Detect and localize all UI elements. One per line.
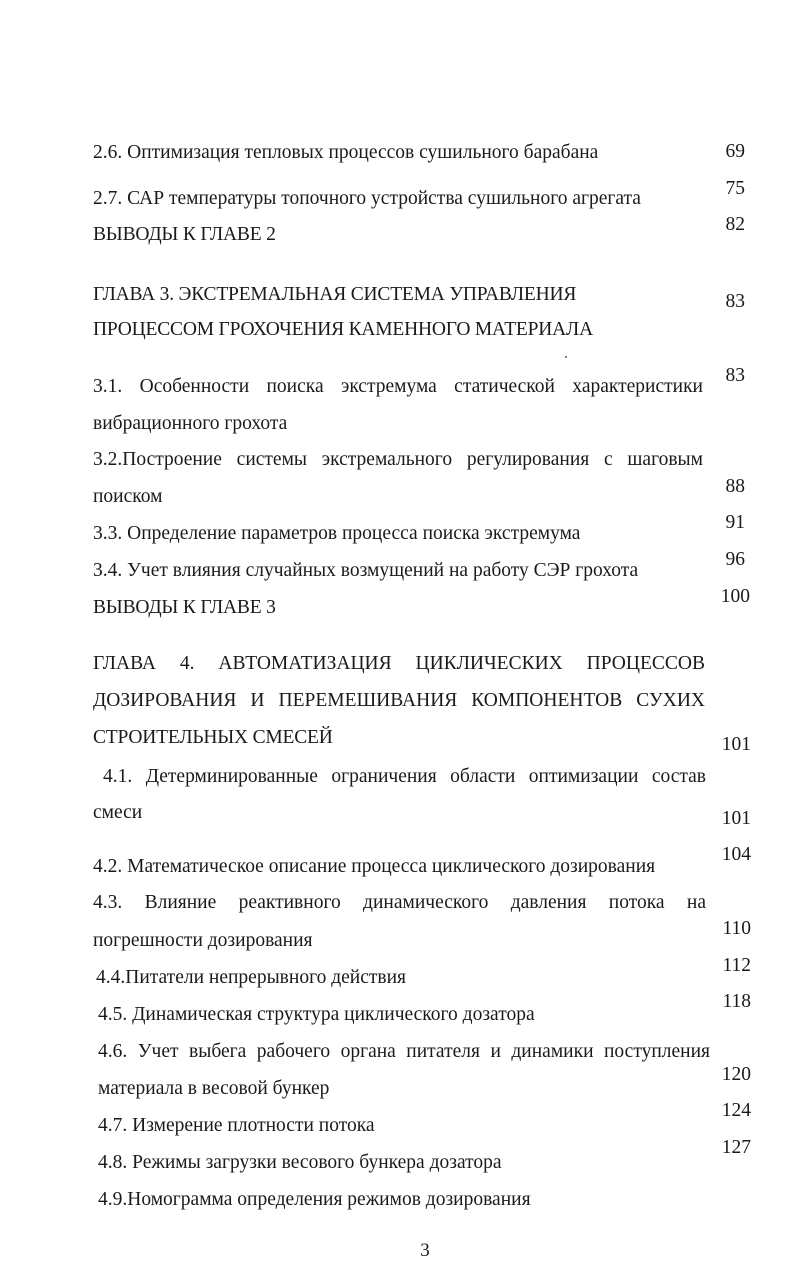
toc-entry-3-4-title: 3.4. Учет влияния случайных возмущений на работу СЭР грохота (93, 560, 639, 581)
toc-conclusions-ch2-title: ВЫВОДЫ К ГЛАВЕ 2 (93, 224, 276, 245)
toc-entry-3-3-page: 91 (725, 512, 745, 533)
toc-conclusions-ch3-page: 100 (720, 586, 750, 607)
toc-chapter-3-line2: ПРОЦЕССОМ ГРОХОЧЕНИЯ КАМЕННОГО МАТЕРИАЛА (93, 319, 593, 340)
toc-entry-4-1-line2: смеси (93, 802, 143, 823)
toc-entry-4-3-line2: погрешности дозирования (93, 930, 313, 951)
toc-entry-3-1-page: 83 (725, 365, 745, 386)
toc-entry-3-2-line2: поиском (93, 486, 163, 507)
toc-entry-4-2-title: 4.2. Математическое описание процесса циклического дозирования (93, 856, 656, 877)
toc-entry-3-1-line1: 3.1. Особенности поиска экстремума статической характеристики (93, 376, 703, 397)
toc-conclusions-ch2-page: 82 (725, 214, 745, 235)
toc-entry-4-8-title: 4.8. Режимы загрузки весового бункера дозатора (98, 1152, 502, 1173)
toc-entry-4-4-page: 112 (722, 955, 751, 976)
toc-entry-4-1-line1: 4.1. Детерминированные ограничения области оптимизации состав (103, 766, 706, 787)
toc-entry-4-2-page: 104 (721, 844, 751, 865)
toc-entry-2-7-page: 75 (725, 178, 745, 199)
toc-chapter-4-line3: СТРОИТЕЛЬНЫХ СМЕСЕЙ (93, 727, 333, 748)
toc-entry-4-9-title: 4.9.Номограмма определения режимов дозирования (98, 1189, 531, 1210)
toc-entry-4-6-page: 120 (721, 1064, 751, 1085)
toc-entry-2-7-title: 2.7. САР температуры топочного устройства сушильного агрегата (93, 188, 641, 209)
toc-entry-3-3-title: 3.3. Определение параметров процесса поиска экстремума (93, 523, 581, 544)
toc-chapter-4-page: 101 (721, 734, 751, 755)
toc-entry-4-6-line2: материала в весовой бункер (98, 1078, 330, 1099)
toc-chapter-3-page: 83 (725, 291, 745, 312)
toc-entry-4-8-page: 127 (721, 1137, 751, 1158)
toc-entry-4-5-page: 118 (722, 991, 751, 1012)
toc-entry-4-5-title: 4.5. Динамическая структура циклического дозатора (98, 1004, 535, 1025)
toc-conclusions-ch3-title: ВЫВОДЫ К ГЛАВЕ 3 (93, 597, 276, 618)
toc-chapter-4-line2: ДОЗИРОВАНИЯ И ПЕРЕМЕШИВАНИЯ КОМПОНЕНТОВ СУХИХ (93, 690, 705, 711)
toc-entry-3-1-line2: вибрационного грохота (93, 413, 288, 434)
toc-entry-2-6-page: 69 (725, 141, 745, 162)
toc-entry-3-2-page: 88 (725, 476, 745, 497)
speck (565, 356, 567, 358)
toc-chapter-4-line1: ГЛАВА 4. АВТОМАТИЗАЦИЯ ЦИКЛИЧЕСКИХ ПРОЦЕССОВ (93, 653, 705, 674)
page-number: 3 (420, 1240, 430, 1261)
toc-entry-4-7-page: 124 (721, 1100, 751, 1121)
toc-entry-4-7-title: 4.7. Измерение плотности потока (98, 1115, 375, 1136)
toc-entry-4-3-line1: 4.3. Влияние реактивного динамического давления потока на (93, 892, 706, 913)
toc-chapter-3-line1: ГЛАВА 3. ЭКСТРЕМАЛЬНАЯ СИСТЕМА УПРАВЛЕНИЯ (93, 284, 577, 305)
toc-entry-4-3-page: 110 (722, 918, 751, 939)
toc-entry-3-4-page: 96 (725, 549, 745, 570)
toc-entry-4-1-page: 101 (721, 808, 751, 829)
toc-entry-4-4-title: 4.4.Питатели непрерывного действия (96, 967, 407, 988)
toc-entry-2-6-title: 2.6. Оптимизация тепловых процессов сушильного барабана (93, 142, 599, 163)
toc-entry-4-6-line1: 4.6. Учет выбега рабочего органа питателя и динамики поступления (98, 1041, 710, 1062)
toc-entry-3-2-line1: 3.2.Построение системы экстремального регулирования с шаговым (93, 449, 703, 470)
